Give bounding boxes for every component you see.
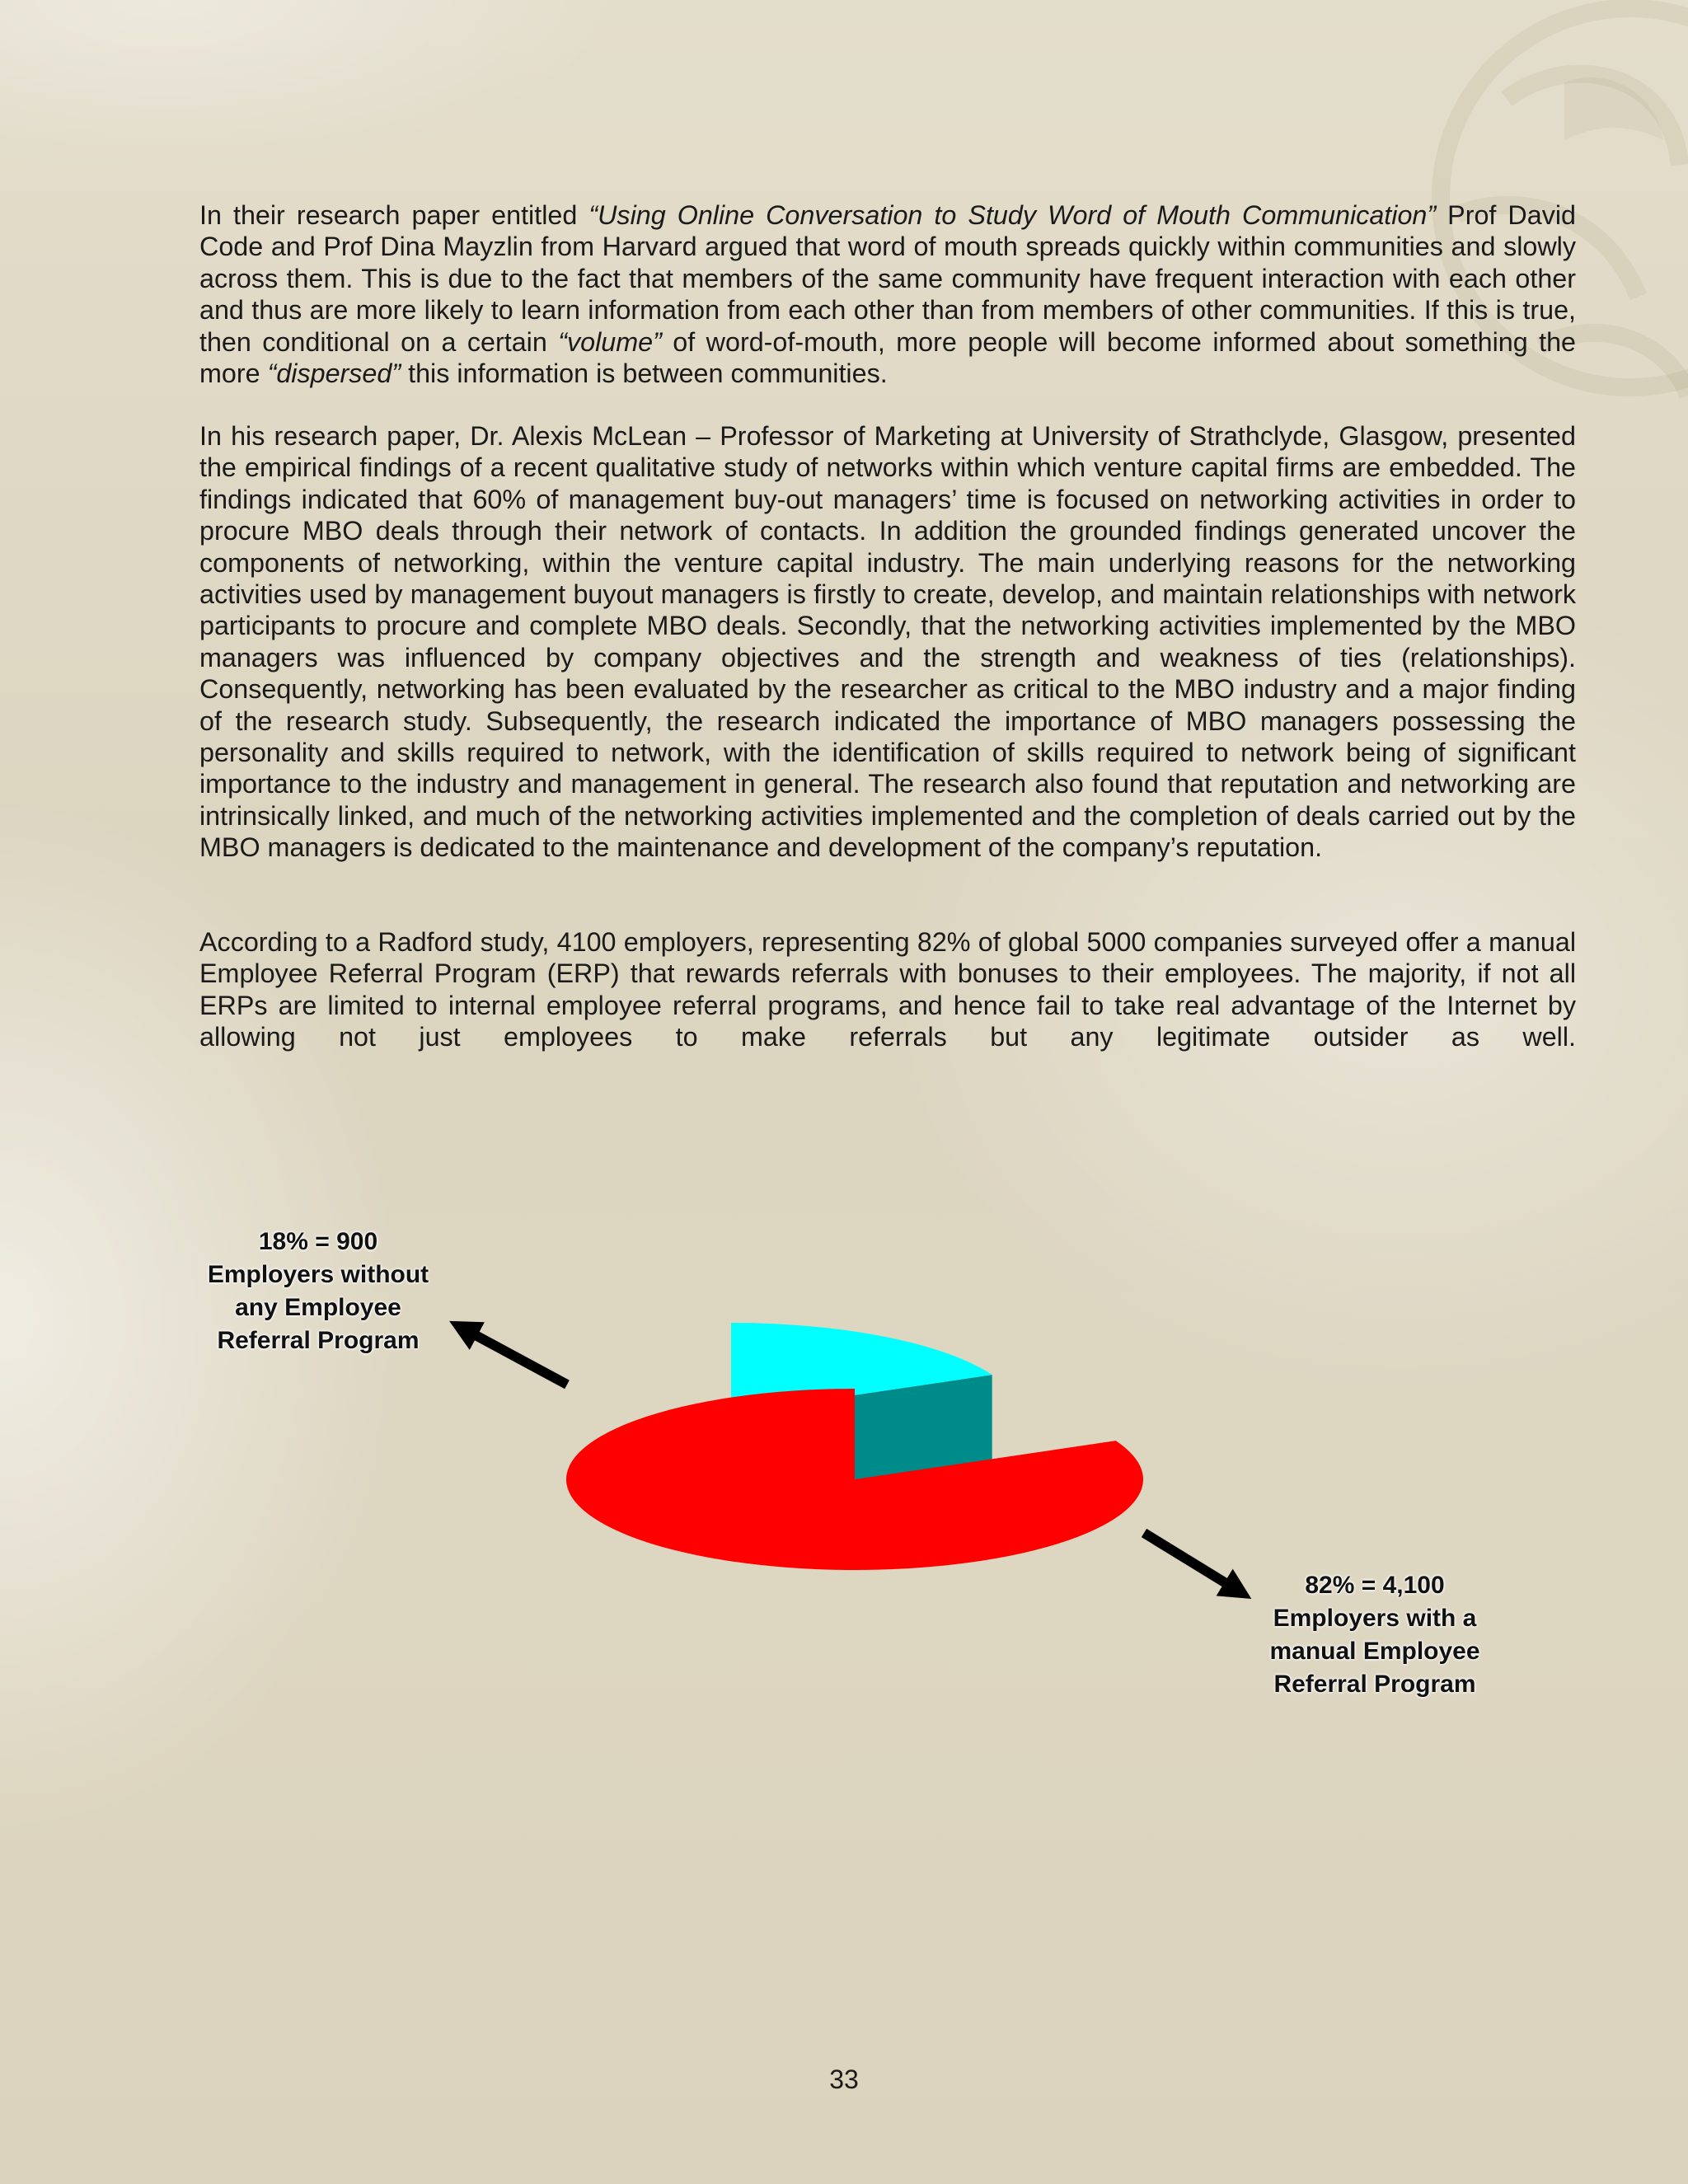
page-number: 33 [829,2064,859,2094]
arrow-to-with-label [1144,1533,1238,1591]
p1-paper-title: “Using Online Conversation to Study Word of Mouth Communication” [588,200,1437,230]
pie-label-without-erp [195,1226,442,1357]
label-line: 82% = 4,100 [1305,1572,1445,1599]
paragraph-mclean-research: In his research paper, Dr. Alexis McLean – Professor of Marketing at University of Strathclyde, Glasgow, presented the empirical findings of a recent qualitative study of networks within which venture capital firms are embedded. The findings indicated that 60% of management buy-out managers’ time is focused on networking activities in order to procure MBO deals through their network of contacts. In addition the grounded findings generated uncover the components of networking, within the venture capital industry. The main underlying reasons for the networking activities used by management buyout managers is firstly to create, develop, and maintain relationships with network participants to procure and complete MBO deals. Secondly, that the networking activities implemented by the MBO managers was influenced by company objectives and the strength and weakness of ties (relationships). Consequently, networking has been evaluated by the researcher as critical to the MBO industry and a major finding of the research study. Subsequently, the research indicated the importance of MBO managers possessing the personality and skills required to network, with the identification of skills required to network being of significant importance to the industry and management in general. The research also found that reputation and networking are intrinsically linked, and much of the networking activities implemented and the completion of deals carried out by the MBO managers is dedicated to the maintenance and development of the company’s reputation. [199,421,1576,863]
label-line: Employers without [207,1261,429,1288]
p1-text-c: Prof David Code and Prof Dina Mayzlin from Harvard argued that word of mouth spreads quickly within communities and slowly across them. This is due to the fact that members of the same community have frequent interaction with each other and thus are more likely to learn information from each other than from members of other communities. If this is true, then conditional on a certain [199,200,1576,357]
pie-label-with-erp [1247,1569,1503,1701]
label-line: any Employee [235,1294,401,1321]
p1-text-g: this information is between communities. [401,359,888,389]
p1-dispersed: “dispersed” [267,359,401,389]
pie-slice-0 [566,1389,1143,1570]
p1-text-a: In their research paper entitled [199,200,589,230]
label-line: Referral Program [217,1327,420,1354]
label-line: 18% = 900 [258,1228,378,1255]
p1-volume: “volume” [558,326,662,357]
label-line: manual Employee [1269,1638,1480,1665]
arrow-to-without-label [463,1329,567,1385]
p1-text-e: of word-of-mouth, more people will become informed about something the more [199,326,1576,389]
label-line: Referral Program [1273,1671,1476,1698]
paragraph-radford-study: According to a Radford study, 4100 employers, representing 82% of global 5000 companies surveyed offer a manual Employee Referral Program (ERP) that rewards referrals with bonuses to their employees. The majority, if not all ERPs are limited to internal employee referral programs, and hence fail to take real advantage of the Internet by allowing not just employees to make referrals but any legitimate outsider as well. [199,927,1576,1052]
label-line: Employers with a [1273,1605,1477,1632]
